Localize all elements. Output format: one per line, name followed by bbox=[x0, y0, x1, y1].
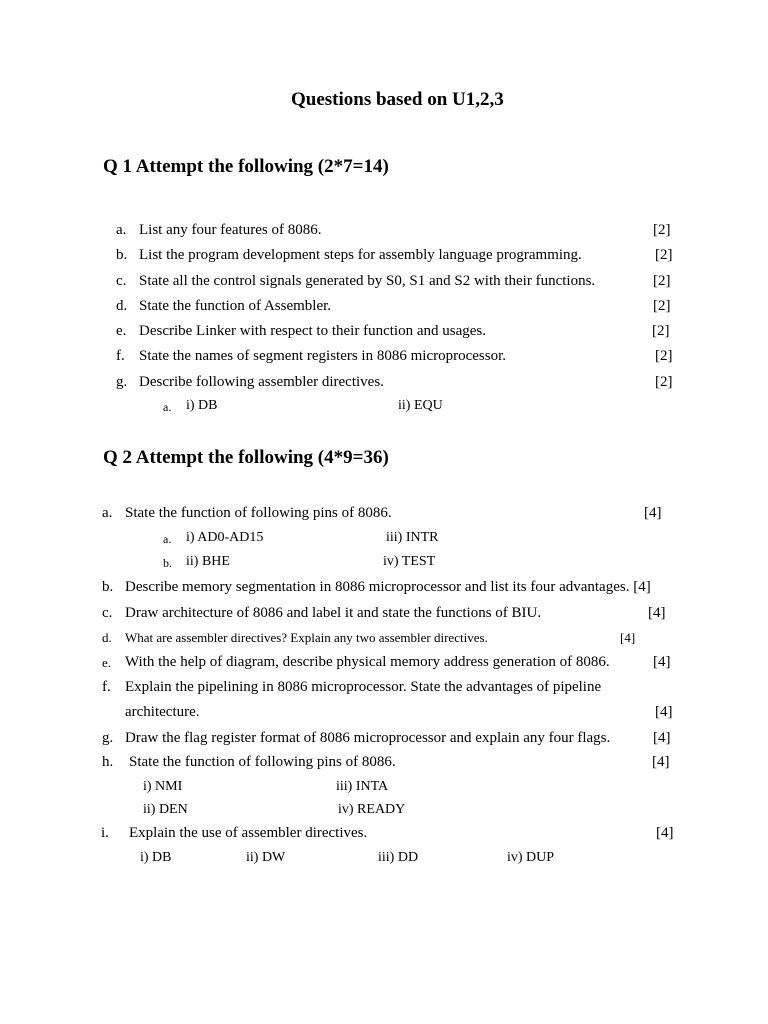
q1-e-marks: [2] bbox=[652, 323, 670, 339]
q1-c-text: State all the control signals generated by S0, S1 and S2 with their functions. bbox=[139, 273, 596, 289]
q2-i-sub-col4: iv) DUP bbox=[507, 850, 555, 865]
q2-h-marks: [4] bbox=[652, 754, 670, 770]
q2-a-sub2-col1: ii) BHE bbox=[186, 554, 230, 569]
q2-h-sub2-col1: ii) DEN bbox=[143, 802, 188, 817]
q1-heading: Q 1 Attempt the following (2*7=14) bbox=[103, 156, 389, 177]
q2-a-sub2-col2: iv) TEST bbox=[383, 554, 436, 569]
q2-h-sub1-col1: i) NMI bbox=[143, 779, 183, 794]
q2-e-text: With the help of diagram, describe physical memory address generation of 8086. bbox=[125, 654, 610, 670]
q2-c-label: c. bbox=[102, 605, 113, 621]
q2-d-text: What are assembler directives? Explain any two assembler directives. bbox=[125, 630, 488, 645]
q2-b-text: Describe memory segmentation in 8086 microprocessor and list its four advantages. [4] bbox=[125, 579, 651, 595]
q2-b-label: b. bbox=[102, 579, 114, 595]
page-title: Questions based on U1,2,3 bbox=[291, 89, 504, 110]
q2-f-label: f. bbox=[102, 679, 111, 695]
q2-heading: Q 2 Attempt the following (4*9=36) bbox=[103, 447, 389, 468]
q1-b-label: b. bbox=[116, 247, 128, 263]
q1-g-sub-label: a. bbox=[163, 400, 172, 414]
q1-f-label: f. bbox=[116, 348, 125, 364]
q1-g-text: Describe following assembler directives. bbox=[139, 374, 384, 390]
q2-h-sub2-col2: iv) READY bbox=[338, 802, 406, 817]
q2-h-label: h. bbox=[102, 754, 114, 770]
q1-a-marks: [2] bbox=[653, 222, 671, 238]
q2-f-text: Explain the pipelining in 8086 microprocessor. State the advantages of pipeline bbox=[125, 679, 602, 695]
q1-d-label: d. bbox=[116, 298, 128, 314]
q2-a-sub1-col2: iii) INTR bbox=[386, 530, 439, 545]
q1-c-label: c. bbox=[116, 273, 127, 289]
q2-i-sub-col3: iii) DD bbox=[378, 850, 419, 865]
q1-d-text: State the function of Assembler. bbox=[139, 298, 332, 314]
q2-e-label: e. bbox=[102, 655, 112, 670]
q1-b-text: List the program development steps for assembly language programming. bbox=[139, 247, 582, 263]
q2-a-marks: [4] bbox=[644, 505, 662, 521]
q2-h-sub1-col2: iii) INTA bbox=[336, 779, 389, 794]
q1-a-text: List any four features of 8086. bbox=[139, 222, 322, 238]
q1-d-marks: [2] bbox=[653, 298, 671, 314]
q2-a-sub1-label: a. bbox=[163, 532, 172, 546]
q2-g-text: Draw the flag register format of 8086 microprocessor and explain any four flags. bbox=[125, 730, 611, 746]
q2-c-marks: [4] bbox=[648, 605, 666, 621]
q2-f-text-cont: architecture. bbox=[125, 704, 200, 720]
q2-h-text: State the function of following pins of 8086. bbox=[129, 754, 396, 770]
q1-g-marks: [2] bbox=[655, 374, 673, 390]
q2-c-text: Draw architecture of 8086 and label it and state the functions of BIU. bbox=[125, 605, 542, 621]
q1-f-text: State the names of segment registers in 8086 microprocessor. bbox=[139, 348, 506, 364]
q1-c-marks: [2] bbox=[653, 273, 671, 289]
q2-i-sub-col1: i) DB bbox=[140, 850, 172, 865]
q2-g-label: g. bbox=[102, 730, 114, 746]
q2-f-marks: [4] bbox=[655, 704, 673, 720]
q1-e-text: Describe Linker with respect to their function and usages. bbox=[139, 323, 486, 339]
q2-g-marks: [4] bbox=[653, 730, 671, 746]
q2-i-text: Explain the use of assembler directives. bbox=[129, 825, 368, 841]
q1-e-label: e. bbox=[116, 323, 127, 339]
q2-a-label: a. bbox=[102, 505, 113, 521]
q2-a-sub2-label: b. bbox=[163, 556, 172, 570]
q2-e-marks: [4] bbox=[653, 654, 671, 670]
q2-a-text: State the function of following pins of 8086. bbox=[125, 505, 392, 521]
q1-g-sub-col2: ii) EQU bbox=[398, 398, 443, 413]
q1-f-marks: [2] bbox=[655, 348, 673, 364]
q2-i-sub-col2: ii) DW bbox=[246, 850, 286, 865]
q2-a-sub1-col1: i) AD0-AD15 bbox=[186, 530, 264, 545]
q1-g-label: g. bbox=[116, 374, 128, 390]
q2-d-label: d. bbox=[102, 630, 112, 645]
q1-b-marks: [2] bbox=[655, 247, 673, 263]
q2-d-marks: [4] bbox=[620, 630, 636, 645]
q2-i-label: i. bbox=[101, 825, 109, 841]
q2-i-marks: [4] bbox=[656, 825, 674, 841]
q1-g-sub-col1: i) DB bbox=[186, 398, 218, 413]
q1-a-label: a. bbox=[116, 222, 127, 238]
